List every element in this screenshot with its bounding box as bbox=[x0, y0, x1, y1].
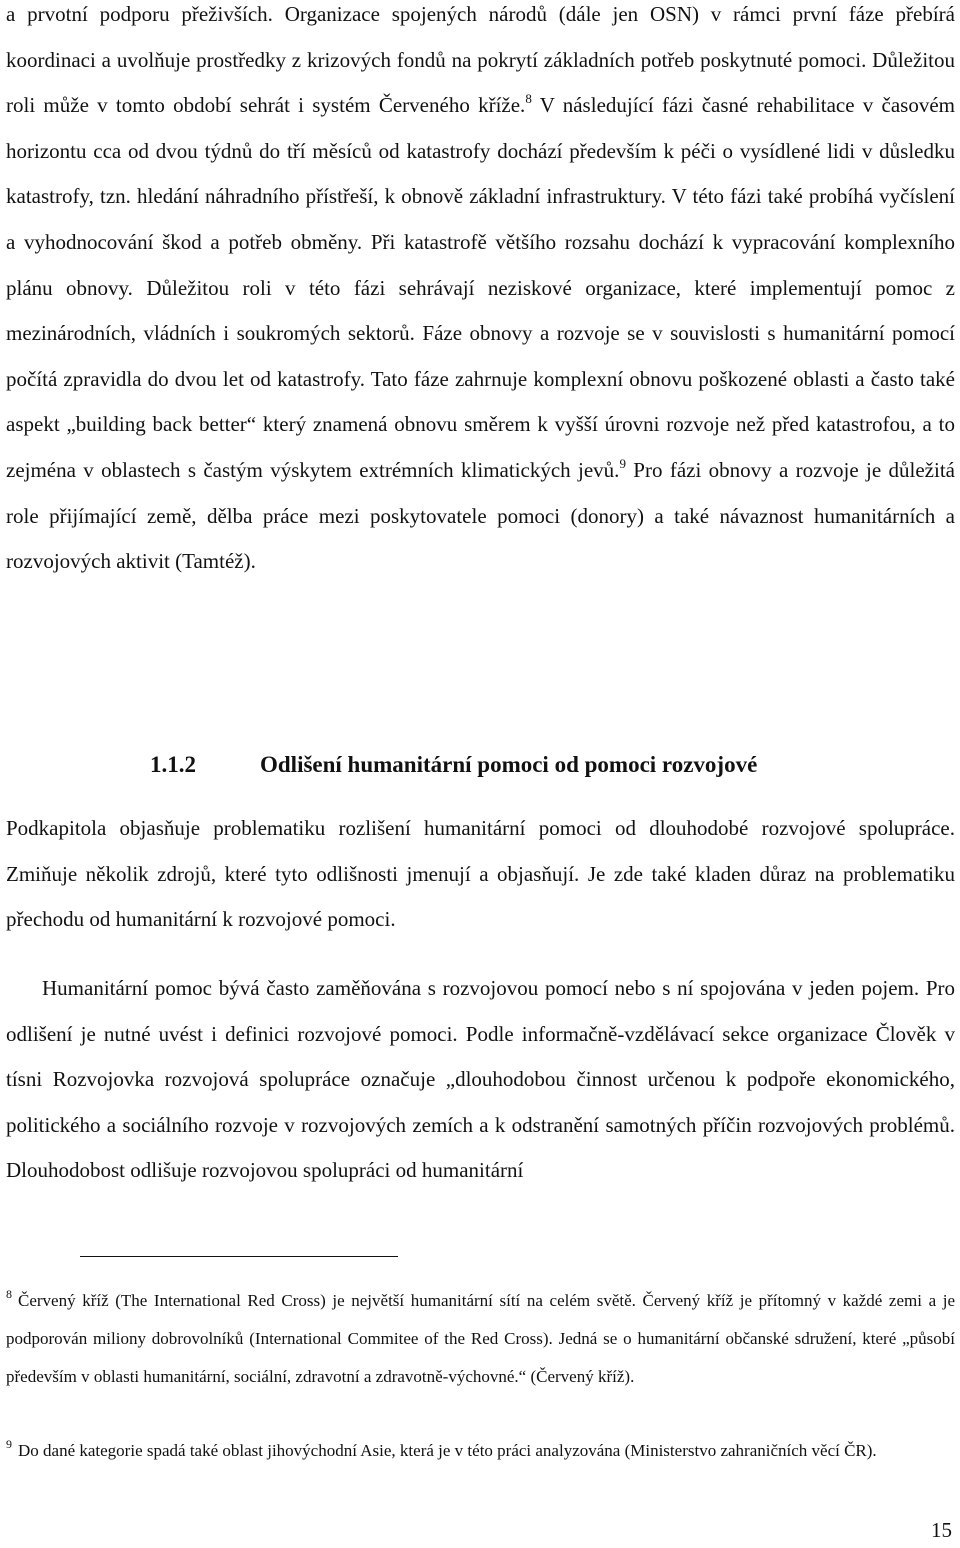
paragraph-text-segment: a prvotní podporu přeživších. Organizace spojených národů (dále jen OSN) v rámci první fáze přebírá koordinaci a uvolňuje prostředky z krizových fondů na pokrytí základních potřeb poskytnuté pomoci. Důležitou roli může v tomto období sehrát i systém Červeného kříže. bbox=[6, 2, 955, 118]
footnote-9 bbox=[6, 1432, 955, 1470]
footnote-text: Do dané kategorie spadá také oblast jihovýchodní Asie, která je v této práci analyzována (Ministerstvo zahraničních věcí ČR). bbox=[18, 1441, 877, 1460]
footnote-mark: 9 bbox=[6, 1437, 12, 1451]
body-paragraph-phases bbox=[6, 0, 955, 585]
paragraph-text-segment: Pro fázi obnovy a rozvoje je důležitá role přijímající země, dělba práce mezi poskytovatele pomoci (donory) a také návaznost humanitárních a rozvojových aktivit (Tamtéž). bbox=[6, 457, 955, 574]
footnote-separator bbox=[80, 1256, 398, 1257]
page-number: 15 bbox=[931, 1518, 952, 1542]
section-number: 1.1.2 bbox=[150, 752, 196, 777]
footnote-mark: 8 bbox=[6, 1287, 12, 1301]
footnote-reference[interactable]: 9 bbox=[619, 455, 626, 471]
footnote-text: Červený kříž (The International Red Cross) je největší humanitární sítí na celém světě. Červený kříž je přítomný v každé zemi a je podporován miliony dobrovolníků (International Commitee of the Red Cross). Jedná se o humanitární občanské sdružení, které „působí především v oblasti humanitární, sociální, zdravotní a zdravotně-výchovné.“ (Červený kříž). bbox=[6, 1291, 955, 1386]
section-title: Odlišení humanitární pomoci od pomoci rozvojové bbox=[260, 752, 758, 777]
paragraph-text-segment: V následující fázi časné rehabilitace v časovém horizontu cca od dvou týdnů do tří měsíců od katastrofy dochází především k péči o vysídlené lidi v důsledku katastrofy, tzn. hledání náhradního přístřeší, k obnově základní infrastruktury. V této fázi také probíhá vyčíslení a vyhodnocování škod a potřeb obměny. Při katastrofě většího rozsahu dochází k vypracování komplexního plánu obnovy. Důležitou roli v této fázi sehrávají neziskové organizace, které implementují pomoc z mezinárodních, vládních i soukromých sektorů. Fáze obnovy a rozvoje se v souvislosti s humanitární pomocí počítá zpravidla do dvou let od katastrofy. Tato fáze zahrnuje komplexní obnovu poškozené oblasti a často také aspekt „building back better“ který znamená obnovu směrem k vyšší úrovni rozvoje než před katastrofou, a to zejména v oblastech s častým výskytem extrémních klimatických jevů. bbox=[6, 93, 956, 482]
footnote-reference[interactable]: 8 bbox=[525, 91, 532, 107]
footnote-8 bbox=[6, 1282, 955, 1395]
body-paragraph-definition: Humanitární pomoc bývá často zaměňována s rozvojovou pomocí nebo s ní spojována v jeden pojem. Pro odlišení je nutné uvést i definici rozvojové pomoci. Podle informačně-vzdělávací sekce organizace Člověk v tísni Rozvojovka rozvojová spolupráce označuje „dlouhodobou činnost určenou k podpoře ekonomického, politického a sociálního rozvoje v rozvojových zemích a k odstranění samotných příčin rozvojových problémů. Dlouhodobost odlišuje rozvojovou spolupráci od humanitární bbox=[6, 976, 955, 1183]
body-paragraph-intro: Podkapitola objasňuje problematiku rozlišení humanitární pomoci od dlouhodobé rozvojové spolupráce. Zmiňuje několik zdrojů, které tyto odlišnosti jmenují a objasňují. Je zde také kladen důraz na problematiku přechodu od humanitární k rozvojové pomoci. bbox=[6, 816, 955, 932]
section-heading bbox=[150, 752, 757, 778]
